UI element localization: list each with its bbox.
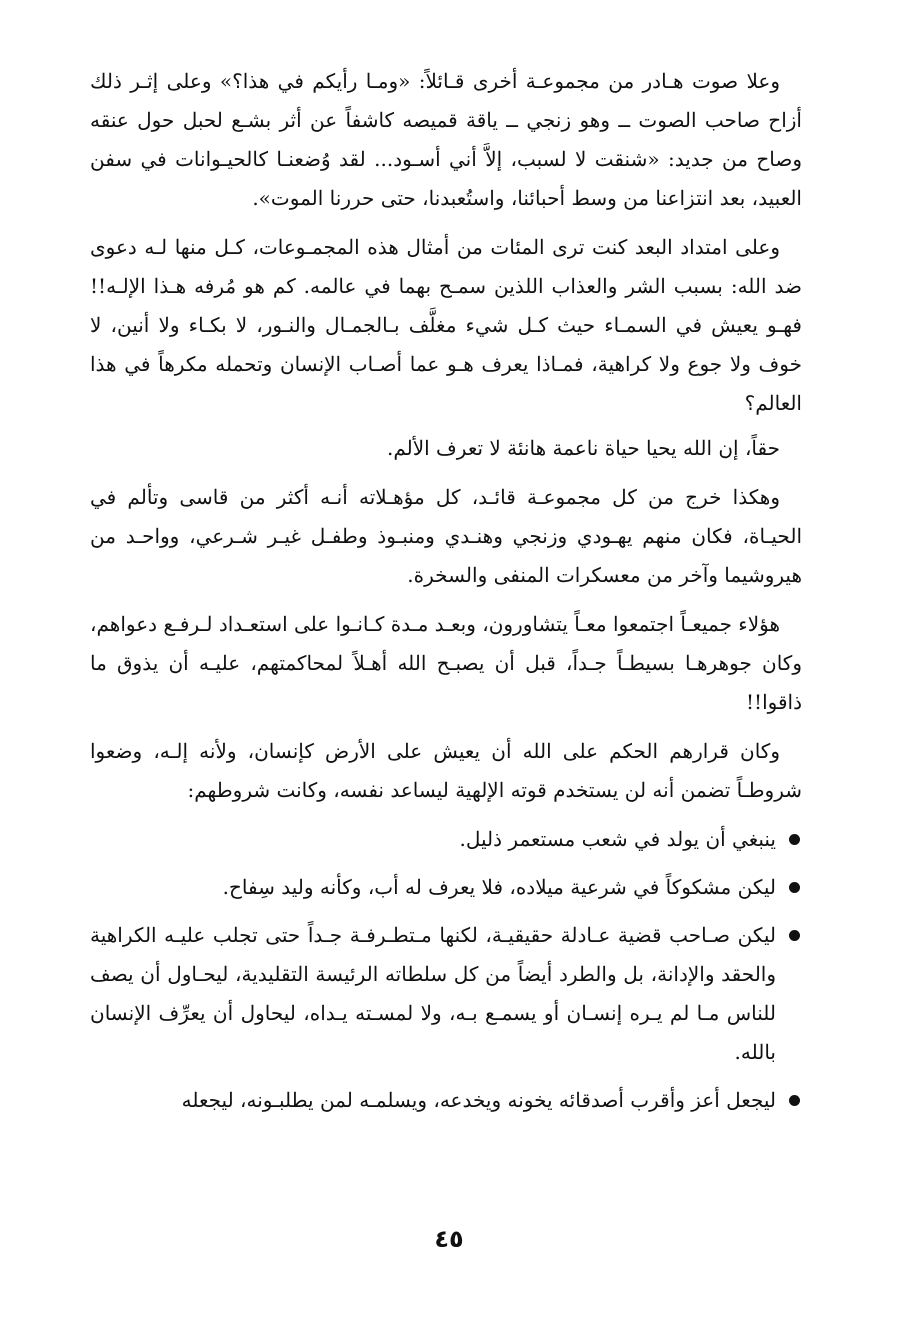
list-item-text: ليكن صـاحب قضية عـادلة حقيقيـة، لكنها مـتطـرفـة جـداً حتى تجلب عليـه الكراهية والحقد والإدانة، بل والطرد أيضاً من كل سلطاته الرئيسة التقليدية، ليحـاول أن يصف للناس مـا لم يـره إنسـان أو يسمـع بـه، ولا لمسـته يـداه، ليحاول أن يعرِّف الإنسان بالله.: [90, 923, 776, 1064]
bullet-icon: [789, 1095, 800, 1106]
paragraph-5: هؤلاء جميعـاً اجتمعوا معـاً يتشاورون، وبعـد مـدة كـانـوا على استعـداد لـرفـع دعواهم، وكان جوهرهـا بسيطـاً جـداً، قبل أن يصبـح الله أهـلاً لمحاكمتهم، عليـه أن يذوق ما ذاقوا!!: [90, 612, 802, 714]
list-item-text: ليجعل أعز وأقرب أصدقائه يخونه ويخدعه، ويسلمـه لمن يطلبـونه، ليجعله: [181, 1088, 776, 1112]
paragraph-1: وعلا صوت هـادر من مجموعـة أخرى قـائلاً: «ومـا رأيكم في هذا؟» وعلى إثـر ذلك أزاح صاحب الصوت ــ وهو زنجي ــ ياقة قميصه كاشفاً عن أثر بشـع لحبل حول عنقه وصاح من جديد: «شنقت لا لسبب، إلاَّ أني أسـود... لقد وُضعنـا كالحيـوانات في سفن العبيد، بعد انتزاعنا من وسط أحبائنا، واستُعبدنا، حتى حررنا الموت».: [90, 69, 802, 210]
bullet-icon: [789, 882, 800, 893]
paragraph-4: وهكذا خرج من كل مجموعـة قائـد، كل مؤهـلاته أنـه أكثر من قاسى وتألم في الحيـاة، فكان منهم يهـودي وزنجي وهنـدي ومنبـوذ وطفـل غيـر شـرعي، وواحـد من هيروشيما وآخر من معسكرات المنفى والسخرة.: [90, 485, 802, 587]
list-item: [90, 916, 802, 1072]
paragraph-6: وكان قرارهم الحكم على الله أن يعيش على الأرض كإنسان، ولأنه إلـه، وضعوا شروطـاً تضمن أنه لن يستخدم قوته الإلهية ليساعد نفسه، وكانت شروطهم:: [90, 739, 802, 802]
page-number: ٤٥: [434, 1225, 464, 1253]
list-item: [90, 820, 802, 859]
paragraph-3: حقاً، إن الله يحيا حياة ناعمة هانئة لا تعرف الألم.: [386, 436, 780, 460]
bullet-icon: [789, 930, 800, 941]
bullet-icon: [789, 834, 800, 845]
list-item: [90, 1081, 802, 1120]
paragraph-2: وعلى امتداد البعد كنت ترى المئات من أمثال هذه المجمـوعات، كـل منها لـه دعوى ضد الله: بسبب الشر والعذاب اللذين سمـح بهما في عالمه. كم هو مُرفه هـذا الإلـه!! فهـو يعيش في السمـاء حيث كـل شيء مغلَّف بـالجمـال والنـور، لا بكـاء ولا أنين، لا خوف ولا جوع ولا كراهية، فمـاذا يعرف هـو عما أصـاب الإنسان وتحمله مكرهاً في هذا العالم؟: [90, 235, 802, 415]
conditions-list: [90, 820, 802, 1120]
list-item-text: ينبغي أن يولد في شعب مستعمر ذليل.: [459, 827, 776, 851]
list-item-text: ليكن مشكوكاً في شرعية ميلاده، فلا يعرف له أب، وكأنه وليد سِفاح.: [222, 875, 776, 899]
list-item: [90, 868, 802, 907]
page-body: [90, 62, 802, 1129]
